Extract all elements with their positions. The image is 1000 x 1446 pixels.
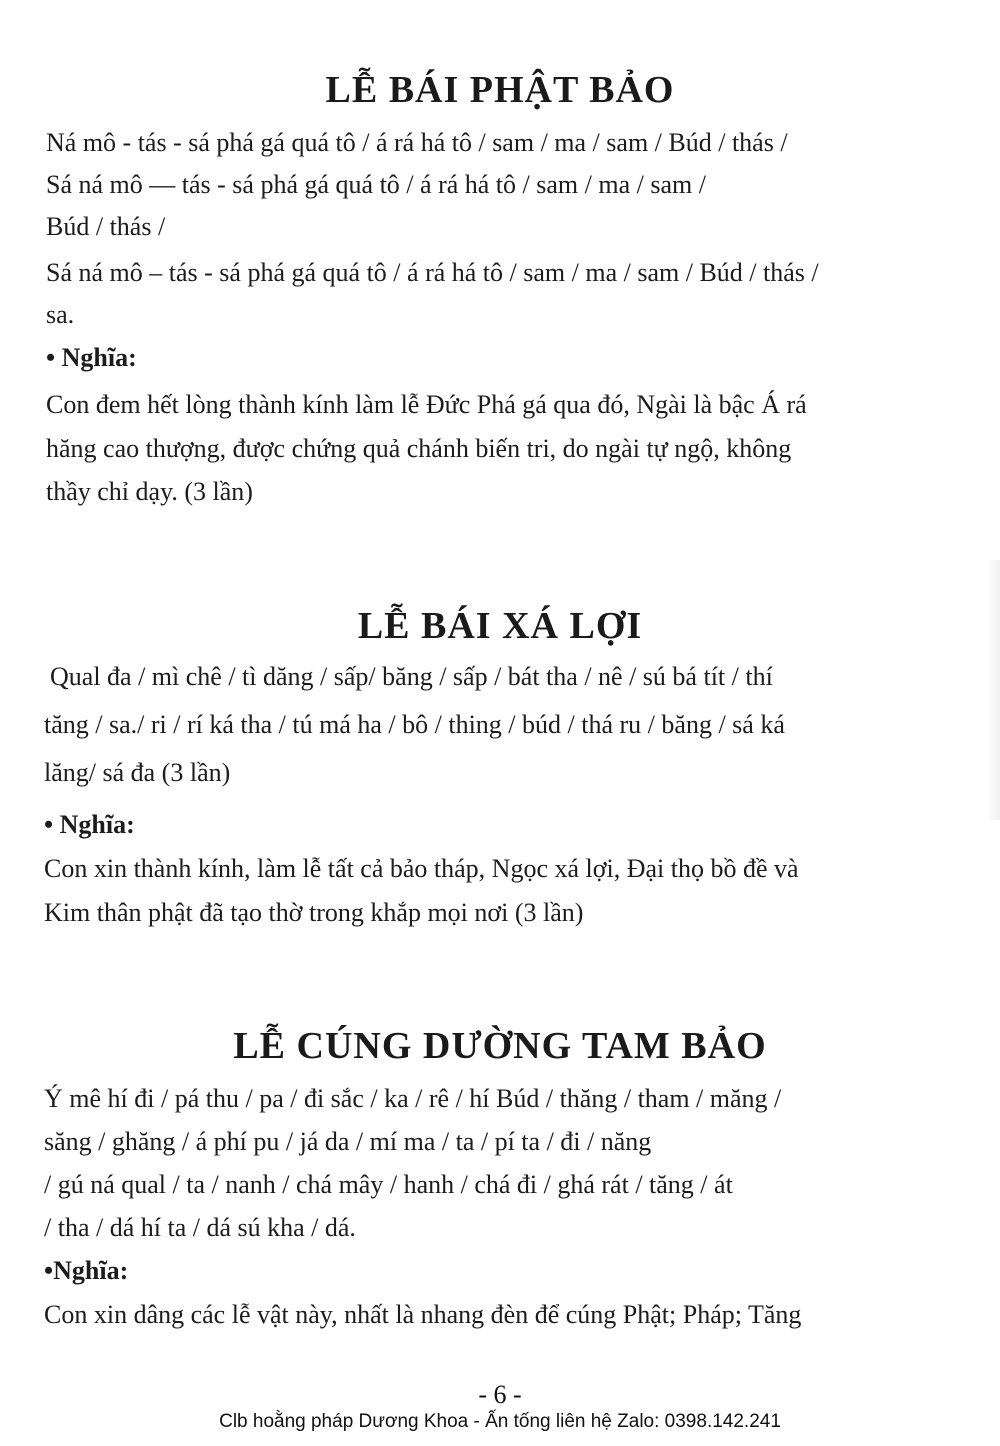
chant-line: Búd / thás / <box>46 212 166 241</box>
meaning-label: • Nghĩa: <box>46 343 137 372</box>
meaning-line: Kim thân phật đã tạo thờ trong khắp mọi nơi (3 lần) <box>44 898 584 927</box>
chant-line: / gú ná qual / ta / nanh / chá mây / hanh / chá đi / ghá rát / tăng / át <box>44 1170 733 1199</box>
page-number: - 6 - <box>478 1380 522 1409</box>
meaning-label: • Nghĩa: <box>44 810 135 839</box>
section-title: LỄ CÚNG DƯỜNG TAM BẢO <box>233 1025 767 1067</box>
chant-line: tăng / sa./ ri / rí ká tha / tú má ha / bô / thing / búd / thá ru / băng / sá ká <box>44 710 785 739</box>
meaning-line: Con đem hết lòng thành kính làm lễ Đức Phá gá qua đó, Ngài là bậc Á rá <box>46 390 807 419</box>
meaning-line: thầy chỉ dạy. (3 lần) <box>46 477 253 506</box>
chant-line: săng / ghăng / á phí pu / já da / mí ma / ta / pí ta / đi / năng <box>44 1127 652 1156</box>
meaning-line: hăng cao thượng, được chứng quả chánh biến tri, do ngài tự ngộ, không <box>46 434 792 463</box>
meaning-line: Con xin thành kính, làm lễ tất cả bảo tháp, Ngọc xá lợi, Đại thọ bồ đề và <box>44 854 799 883</box>
footer-note: Clb hoằng pháp Dương Khoa - Ấn tống liên hệ Zalo: 0398.142.241 <box>219 1411 781 1432</box>
meaning-label: •Nghĩa: <box>44 1256 129 1285</box>
scan-edge-shadow <box>986 560 1000 820</box>
chant-line: Qual đa / mì chê / tì dăng / sấp/ băng / sấp / bát tha / nê / sú bá tít / thí <box>50 662 773 691</box>
chant-line: Ý mê hí đi / pá thu / pa / đi sắc / ka / rê / hí Búd / thăng / tham / măng / <box>44 1084 782 1113</box>
chant-line: Sá ná mô – tás - sá phá gá quá tô / á rá há tô / sam / ma / sam / Búd / thás / <box>46 258 819 287</box>
chant-line: sa. <box>46 300 75 329</box>
chant-line: Sá ná mô — tás - sá phá gá quá tô / á rá há tô / sam / ma / sam / <box>46 170 706 199</box>
section-title: LỄ BÁI PHẬT BẢO <box>325 69 675 111</box>
chant-line: lăng/ sá đa (3 lần) <box>44 758 231 787</box>
meaning-line: Con xin dâng các lễ vật này, nhất là nhang đèn để cúng Phật; Pháp; Tăng <box>44 1300 802 1329</box>
section-title: LỄ BÁI XÁ LỢI <box>357 605 643 647</box>
chant-line: / tha / dá hí ta / dá sú kha / dá. <box>44 1213 356 1242</box>
chant-line: Ná mô - tás - sá phá gá quá tô / á rá há tô / sam / ma / sam / Búd / thás / <box>46 128 788 157</box>
